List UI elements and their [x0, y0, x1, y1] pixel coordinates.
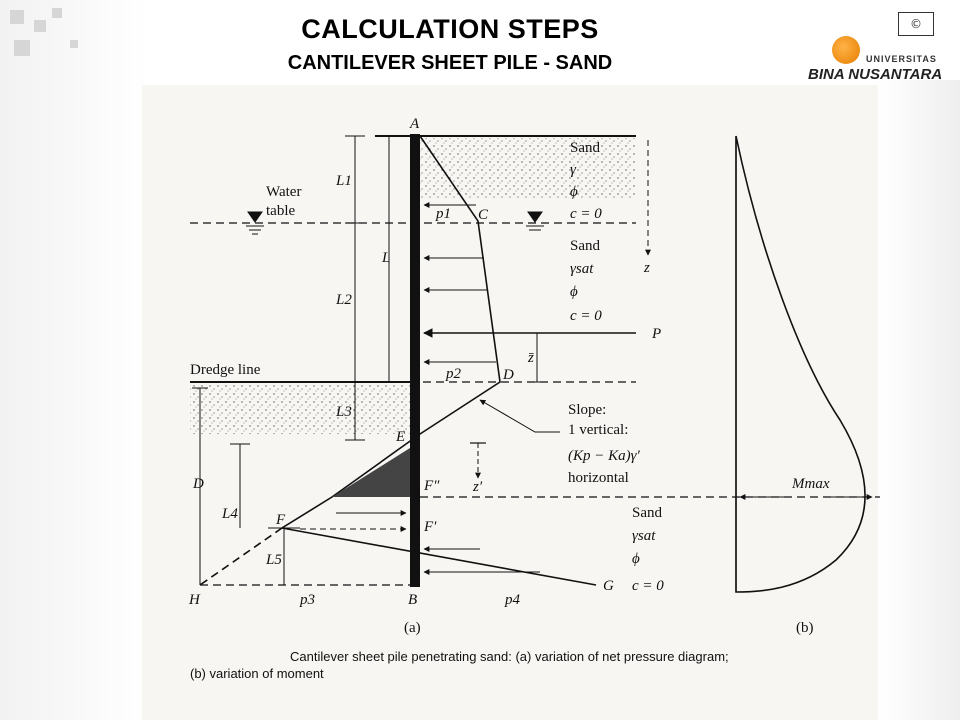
sand-dredge-hatch: [190, 384, 412, 434]
point-B-label: B: [408, 592, 418, 608]
logo-university-text: UNIVERSITAS: [866, 54, 937, 64]
logo-badge: ©: [898, 12, 934, 36]
page-subtitle: CANTILEVER SHEET PILE - SAND: [287, 52, 613, 74]
z-prime-label: z′: [473, 479, 483, 495]
sheet-pile: [410, 134, 420, 587]
point-F-label: F: [276, 512, 286, 528]
point-C-label: C: [478, 207, 489, 223]
soil-bottom-label: γsat: [632, 528, 656, 544]
pressure-p1-label: p1: [436, 206, 451, 222]
logo-name-text: BINA NUSANTARA: [808, 66, 943, 83]
soil-mid-label: c = 0: [570, 308, 602, 324]
soil-mid-label: Sand: [570, 238, 600, 254]
water-table-label: table: [266, 203, 296, 219]
z-bar-label: z̄: [528, 350, 534, 366]
point-F-double-prime-label: F″: [424, 478, 440, 494]
slope-label: (Kp − Ka)γ′: [568, 448, 640, 464]
soil-bottom-label: Sand: [632, 505, 662, 521]
dim-L2-label: L2: [336, 292, 352, 308]
slope-leader-line: [480, 400, 560, 432]
point-G-label: G: [603, 578, 614, 594]
point-A-label: A: [410, 116, 420, 132]
slope-label: Slope:: [568, 402, 607, 418]
moment-diagram-curve: [736, 136, 865, 592]
slope-label: horizontal: [568, 470, 629, 486]
resultant-P-label: P: [652, 326, 662, 342]
point-F-prime-label: F′: [424, 519, 437, 535]
mmax-label: Mmax: [792, 476, 830, 492]
point-H-label: H: [189, 592, 200, 608]
dim-L4-label: L4: [222, 506, 238, 522]
soil-top-label: Sand: [570, 140, 600, 156]
pressure-p2-label: p2: [446, 366, 461, 382]
soil-top-label: γ: [570, 162, 576, 178]
soil-mid-label: ϕ: [570, 284, 578, 300]
dim-L3-label: L3: [336, 404, 352, 420]
subfigure-a-label: (a): [404, 620, 421, 636]
dredge-line-label: Dredge line: [190, 362, 261, 378]
figure-caption: (b) variation of moment: [190, 666, 324, 681]
dim-L-label: L: [382, 250, 391, 266]
z-label: z: [644, 260, 650, 276]
soil-top-label: c = 0: [570, 206, 602, 222]
pressure-diagram-outline: [282, 136, 596, 585]
pressure-p4-label: p4: [505, 592, 520, 608]
dim-L5-label: L5: [266, 552, 282, 568]
point-D-label: D: [503, 367, 514, 383]
subfigure-b-label: (b): [796, 620, 814, 636]
slope-label: 1 vertical:: [568, 422, 629, 438]
soil-bottom-label: ϕ: [632, 551, 640, 567]
dim-D-label: D: [193, 476, 204, 492]
water-table-label: Water: [266, 184, 302, 200]
soil-bottom-label: c = 0: [632, 578, 664, 594]
pressure-p3-label: p3: [300, 592, 315, 608]
sand-surface-hatch: [420, 138, 635, 198]
point-E-label: E: [396, 429, 406, 445]
page-title: CALCULATION STEPS: [301, 14, 599, 44]
soil-mid-label: γsat: [570, 261, 594, 277]
soil-top-label: ϕ: [570, 184, 578, 200]
water-table-symbol-icon: [526, 212, 544, 230]
shaded-pressure-wedge: [332, 448, 410, 497]
figure-caption: Cantilever sheet pile penetrating sand: (a) variation of net pressure diagram;: [290, 649, 729, 664]
dim-L1-label: L1: [336, 173, 352, 189]
